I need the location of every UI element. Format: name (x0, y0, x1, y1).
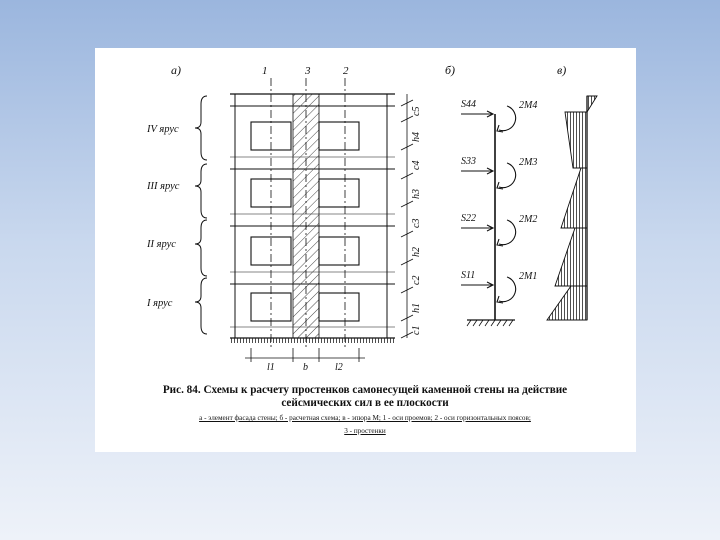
dim-h4: h4 (411, 132, 422, 142)
tier-labels (146, 124, 180, 309)
dim-h3: h3 (411, 189, 422, 199)
caption-legend-line2: 3 - простенки (344, 427, 386, 435)
figure-sheet (95, 48, 636, 452)
caption-title-line1: Рис. 84. Схемы к расчету простенков самонесущей каменной стены на действие (162, 384, 568, 396)
force-s44: S44 (461, 99, 476, 110)
dim-c4: c4 (411, 160, 422, 170)
structural-diagram (95, 48, 636, 420)
dim-h2: h2 (411, 247, 422, 257)
dim-b: b (303, 362, 308, 373)
moment-diagram (547, 96, 597, 320)
dim-h1: h1 (411, 303, 422, 313)
dim-l2: l2 (335, 362, 343, 373)
moment-2m2: 2M2 (519, 214, 538, 225)
force-s11: S11 (461, 270, 476, 281)
axis-label-3: 3 (305, 65, 311, 77)
force-s22: S22 (461, 213, 476, 224)
caption-legend-line1: а - элемент фасада стены; б - расчетная схема; в - эпюра М; 1 - оси проемов; 2 - оси горизонтальных поясов; (199, 414, 531, 422)
tier-label-i: I ярус (147, 298, 173, 309)
moment-2m3: 2M3 (519, 157, 538, 168)
dim-c2: c2 (411, 275, 422, 285)
tier-label-iii: III ярус (147, 181, 180, 192)
tier-label-ii: II ярус (147, 239, 176, 250)
dim-c5: c5 (411, 106, 422, 116)
moment-2m4: 2M4 (519, 100, 538, 111)
force-s33: S33 (461, 156, 476, 167)
width-dimension-line (245, 348, 365, 362)
moment-2m1: 2M1 (519, 271, 538, 282)
force-labels (461, 99, 476, 281)
figure-caption (115, 384, 615, 436)
dim-c3: c3 (411, 218, 422, 228)
height-dimension-labels (411, 107, 422, 335)
panel-label-v: в) (557, 63, 567, 77)
caption-title-line2: сейсмических сил в ее плоскости (281, 397, 449, 409)
dim-c1: c1 (411, 325, 422, 335)
width-dimension-labels (267, 362, 343, 373)
tier-label-iv: IV ярус (147, 124, 179, 135)
height-dimension-line (401, 94, 413, 338)
panel-label-b: б) (445, 63, 456, 77)
dim-l1: l1 (267, 362, 275, 373)
moment-labels (519, 100, 537, 282)
foundation-ground (230, 338, 395, 343)
panel-label-a: а) (171, 63, 181, 77)
axis-label-1: 1 (262, 65, 268, 77)
axis-label-2: 2 (343, 65, 349, 77)
tier-braces (195, 96, 207, 334)
